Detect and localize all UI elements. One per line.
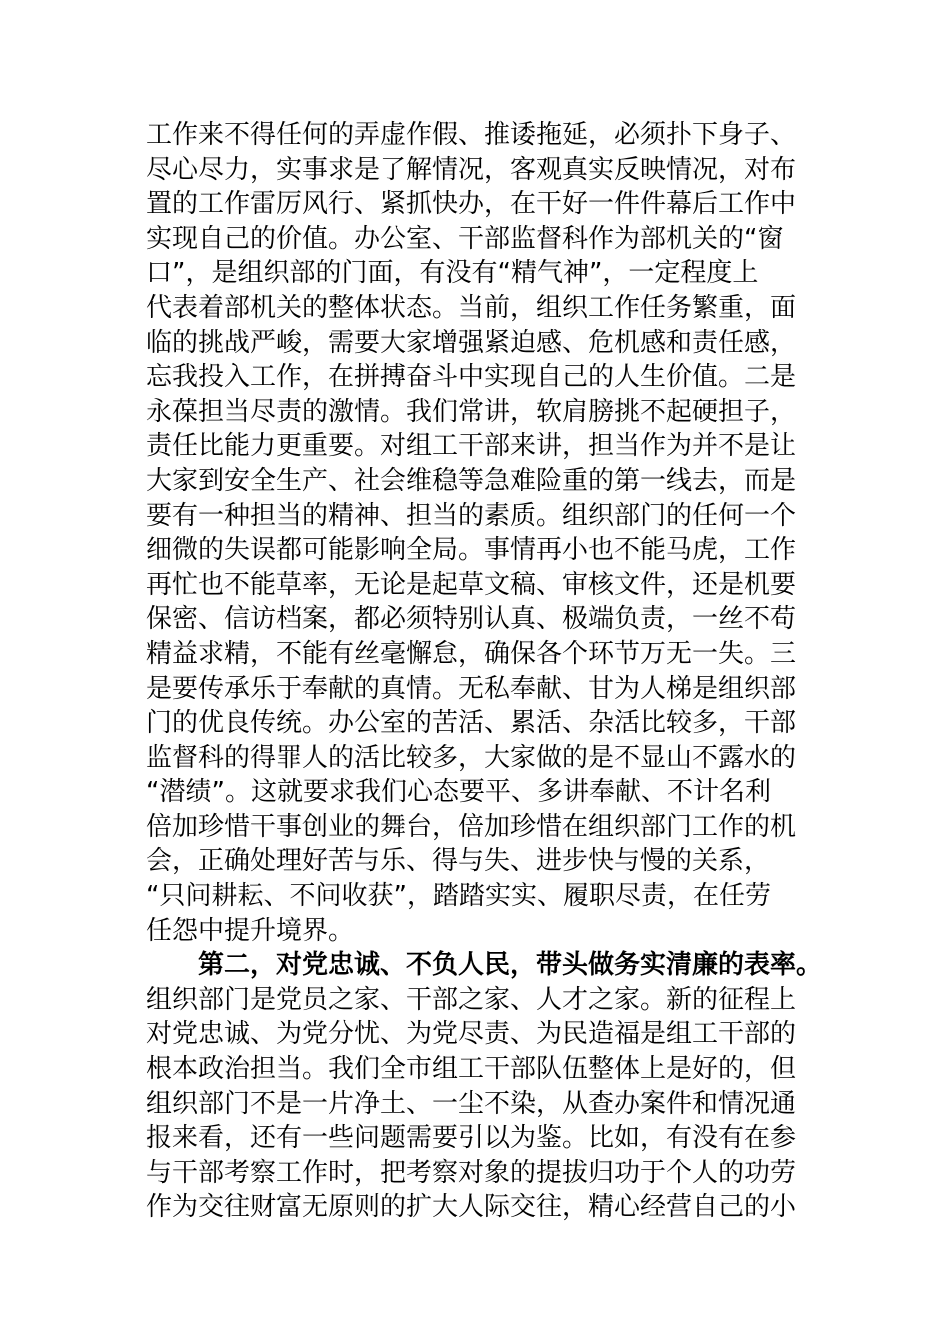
text-line: 是要传承乐于奉献的真情。无私奉献、甘为人梯是组织部 [146, 673, 797, 704]
body-text [146, 118, 836, 1225]
text-line: 组织部门是党员之家、干部之家、人才之家。新的征程上 [146, 984, 797, 1015]
text-line: 临的挑战严峻，需要大家增强紧迫感、危机感和责任感， [146, 327, 797, 358]
text-line: 会，正确处理好苦与乐、得与失、进步快与慢的关系， [146, 846, 771, 877]
text-line: 尽心尽力，实事求是了解情况，客观真实反映情况，对布 [146, 154, 797, 185]
text-line: 大家到安全生产、社会维稳等急难险重的第一线去，而是 [146, 465, 797, 496]
text-line: 代表着部机关的整体状态。当前，组织工作任务繁重，面 [146, 292, 797, 323]
text-line: 永葆担当尽责的激情。我们常讲，软肩膀挑不起硬担子， [146, 396, 797, 427]
text-line: 作为交往财富无原则的扩大人际交往，精心经营自己的小 [146, 1192, 797, 1223]
section-heading: 第二，对党忠诚、不负人民，带头做务实清廉的表率。 [198, 950, 823, 981]
text-line: 与干部考察工作时，把考察对象的提拔归功于个人的功劳 [146, 1157, 797, 1188]
text-line: 细微的失误都可能影响全局。事情再小也不能马虎，工作 [146, 535, 797, 566]
text-line: 口”，是组织部的门面，有没有“精气神”，一定程度上 [146, 258, 759, 289]
text-line: “潜绩”。这就要求我们心态要平、多讲奉献、不计名利 [146, 777, 771, 808]
text-line: 报来看，还有一些问题需要引以为鉴。比如，有没有在参 [146, 1123, 797, 1154]
text-line: 任怨中提升境界。 [146, 915, 355, 946]
text-line: 倍加珍惜干事创业的舞台，倍加珍惜在组织部门工作的机 [146, 811, 797, 842]
text-line: 置的工作雷厉风行、紧抓快办，在干好一件件幕后工作中 [146, 189, 797, 220]
text-line: “只问耕耘、不问收获”，踏踏实实、履职尽责，在任劳 [146, 881, 771, 912]
text-line: 工作来不得任何的弄虚作假、推诿拖延，必须扑下身子、 [146, 120, 797, 150]
text-line: 责任比能力更重要。对组工干部来讲，担当作为并不是让 [146, 431, 797, 462]
text-line: 实现自己的价值。办公室、干部监督科作为部机关的“窗 [146, 223, 784, 254]
text-line: 要有一种担当的精神、担当的素质。组织部门的任何一个 [146, 500, 797, 531]
text-line: 精益求精，不能有丝毫懈怠，确保各个环节万无一失。三 [146, 638, 797, 669]
text-line: 忘我投入工作，在拼搏奋斗中实现自己的人生价值。二是 [146, 362, 797, 393]
text-line: 门的优良传统。办公室的苦活、累活、杂活比较多，干部 [146, 708, 797, 739]
text-line: 组织部门不是一片净土、一尘不染，从查办案件和情况通 [146, 1088, 797, 1119]
text-line: 根本政治担当。我们全市组工干部队伍整体上是好的，但 [146, 1054, 797, 1085]
text-line: 监督科的得罪人的活比较多，大家做的是不显山不露水的 [146, 742, 797, 773]
text-line: 再忙也不能草率，无论是起草文稿、审核文件，还是机要 [146, 569, 797, 600]
text-line: 保密、信访档案，都必须特别认真、极端负责，一丝不苟 [146, 604, 797, 635]
text-line: 对党忠诚、为党分忧、为党尽责、为民造福是组工干部的 [146, 1019, 797, 1050]
